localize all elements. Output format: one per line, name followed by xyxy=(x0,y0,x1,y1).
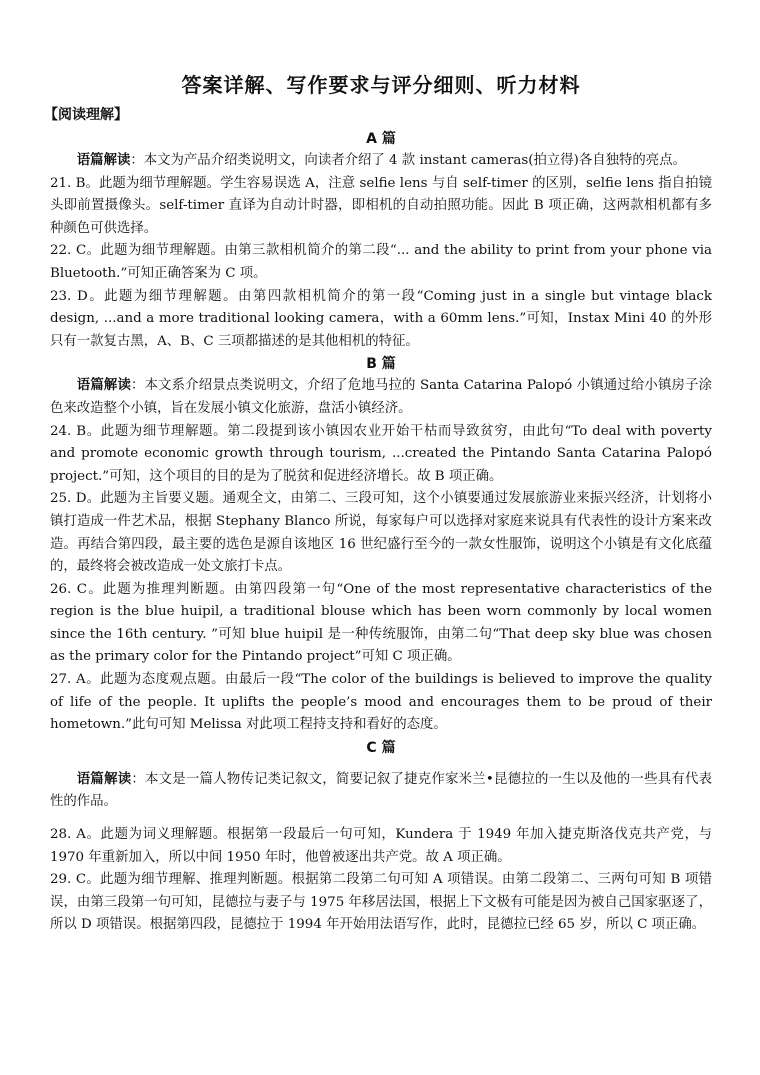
intro-label: 语篇解读 xyxy=(76,378,132,394)
part-a-intro xyxy=(50,150,712,173)
answer-25: 25. D。此题为主旨要义题。通观全文，由第二、三段可知，这个小镇要通过发展旅游业来振兴经济，计划将小镇打造成一件艺术品，根据 Stephany Blanco 所说，每家每户可以选择对家庭来说具有代表性的设计方案来改造。再结合第四段，最主要的选色是源自该地区 16 世纪盛行至今的一款女性服饰，说明这个小镇是有文化底蕴的，最终将会被改造成一处文旅打卡点。 xyxy=(50,491,712,575)
answer-27: 27. A。此题为态度观点题。由最后一段“The color of the buildings is believed to improve the quality of life of the people. It uplifts the people’s mood and encourages them to be proud of their hometown.”此句可知 Melissa 对此项工程持支持和看好的态度。 xyxy=(50,672,712,733)
answer-21: 21. B。此题为细节理解题。学生容易误选 A，注意 selfie lens 与自 self-timer 的区别，selfie lens 指自拍镜头即前置摄像头。self-timer 直译为自动计时器，即相机的自动拍照功能。因此 B 项正确，这两款相机都有多种颜色可供选择。 xyxy=(50,175,712,236)
part-c-title: C 篇 xyxy=(366,739,396,756)
answer-26: 26. C。此题为推理判断题。由第四段第一句“One of the most representative characteristics of the region is the blue huipil, a traditional blouse which has been worn commonly by local women since the 16th century. ”可知 blue huipil 是一种传统服饰，由第二句“That deep sky blue was chosen as the primary color for the Pintando project”可知 C 项正确。 xyxy=(50,581,712,665)
intro-text: ：本文系介绍景点类说明文，介绍了危地马拉的 Santa Catarina Palopó 小镇通过给小镇房子涂色来改造整个小镇，旨在发展小镇文化旅游，盘活小镇经济。 xyxy=(50,378,713,416)
part-b xyxy=(50,353,712,737)
answer-22: 22. C。此题为细节理解题。由第三款相机简介的第二段“... and the ability to print from your phone via Bluetooth.”可知正确答案为 C 项。 xyxy=(50,243,712,281)
part-c-intro xyxy=(50,769,712,814)
intro-text: ：本文为产品介绍类说明文，向读者介绍了 4 款 instant cameras(拍立得)各自独特的亮点。 xyxy=(130,153,686,168)
part-c xyxy=(50,737,712,937)
part-b-title: B 篇 xyxy=(366,356,396,373)
answer-24: 24. B。此题为细节理解题。第二段提到该小镇因农业开始干枯而导致贫穷，由此句“To deal with poverty and promote economic growth through tourism, ...created the Pintando Santa Catarina Palopó project.”可知，这个项目的目的是为了脱贫和促进经济增长。故 B 项正确。 xyxy=(50,423,712,484)
intro-label: 语篇解读 xyxy=(76,771,132,787)
intro-text: ：本文是一篇人物传记类记叙文，简要记叙了捷克作家米兰•昆德拉的一生以及他的一些具有代表性的作品。 xyxy=(50,771,713,810)
document-title: 答案详解、写作要求与评分细则、听力材料 xyxy=(181,73,581,97)
part-a-title: A 篇 xyxy=(366,131,396,147)
answer-28: 28. A。此题为词义理解题。根据第一段最后一句可知，Kundera 于 1949 年加入捷克斯洛伐克共产党，与 1970 年重新加入，所以中间 1950 年时，他曾被逐出共产党。故 A 项正确。 xyxy=(50,827,712,865)
answer-29: 29. C。此题为细节理解、推理判断题。根据第二段第二句可知 A 项错误。由第二段第二、三两句可知 B 项错误，由第三段第一句可知，昆德拉与妻子与 1975 年移居法国，根据上下文极有可能是因为被自己国家驱逐了，所以 D 项错误。根据第四段，昆德拉于 1994 年开始用法语写作，此时，昆德拉已经 65 岁，所以 C 项正确。 xyxy=(50,872,712,933)
part-b-intro xyxy=(50,375,712,420)
part-a xyxy=(50,128,712,353)
intro-label: 语篇解读 xyxy=(76,153,131,168)
answer-23: 23. D。此题为细节理解题。由第四款相机简介的第一段“Coming just in a single but vintage black design, ...and a more traditional looking camera，with a 60mm lens.”可知，Instax Mini 40 的外形只有一款复古黑，A、B、C 三项都描述的是其他相机的特征。 xyxy=(50,288,712,349)
section-heading-reading: 【阅读理解】 xyxy=(44,107,128,123)
